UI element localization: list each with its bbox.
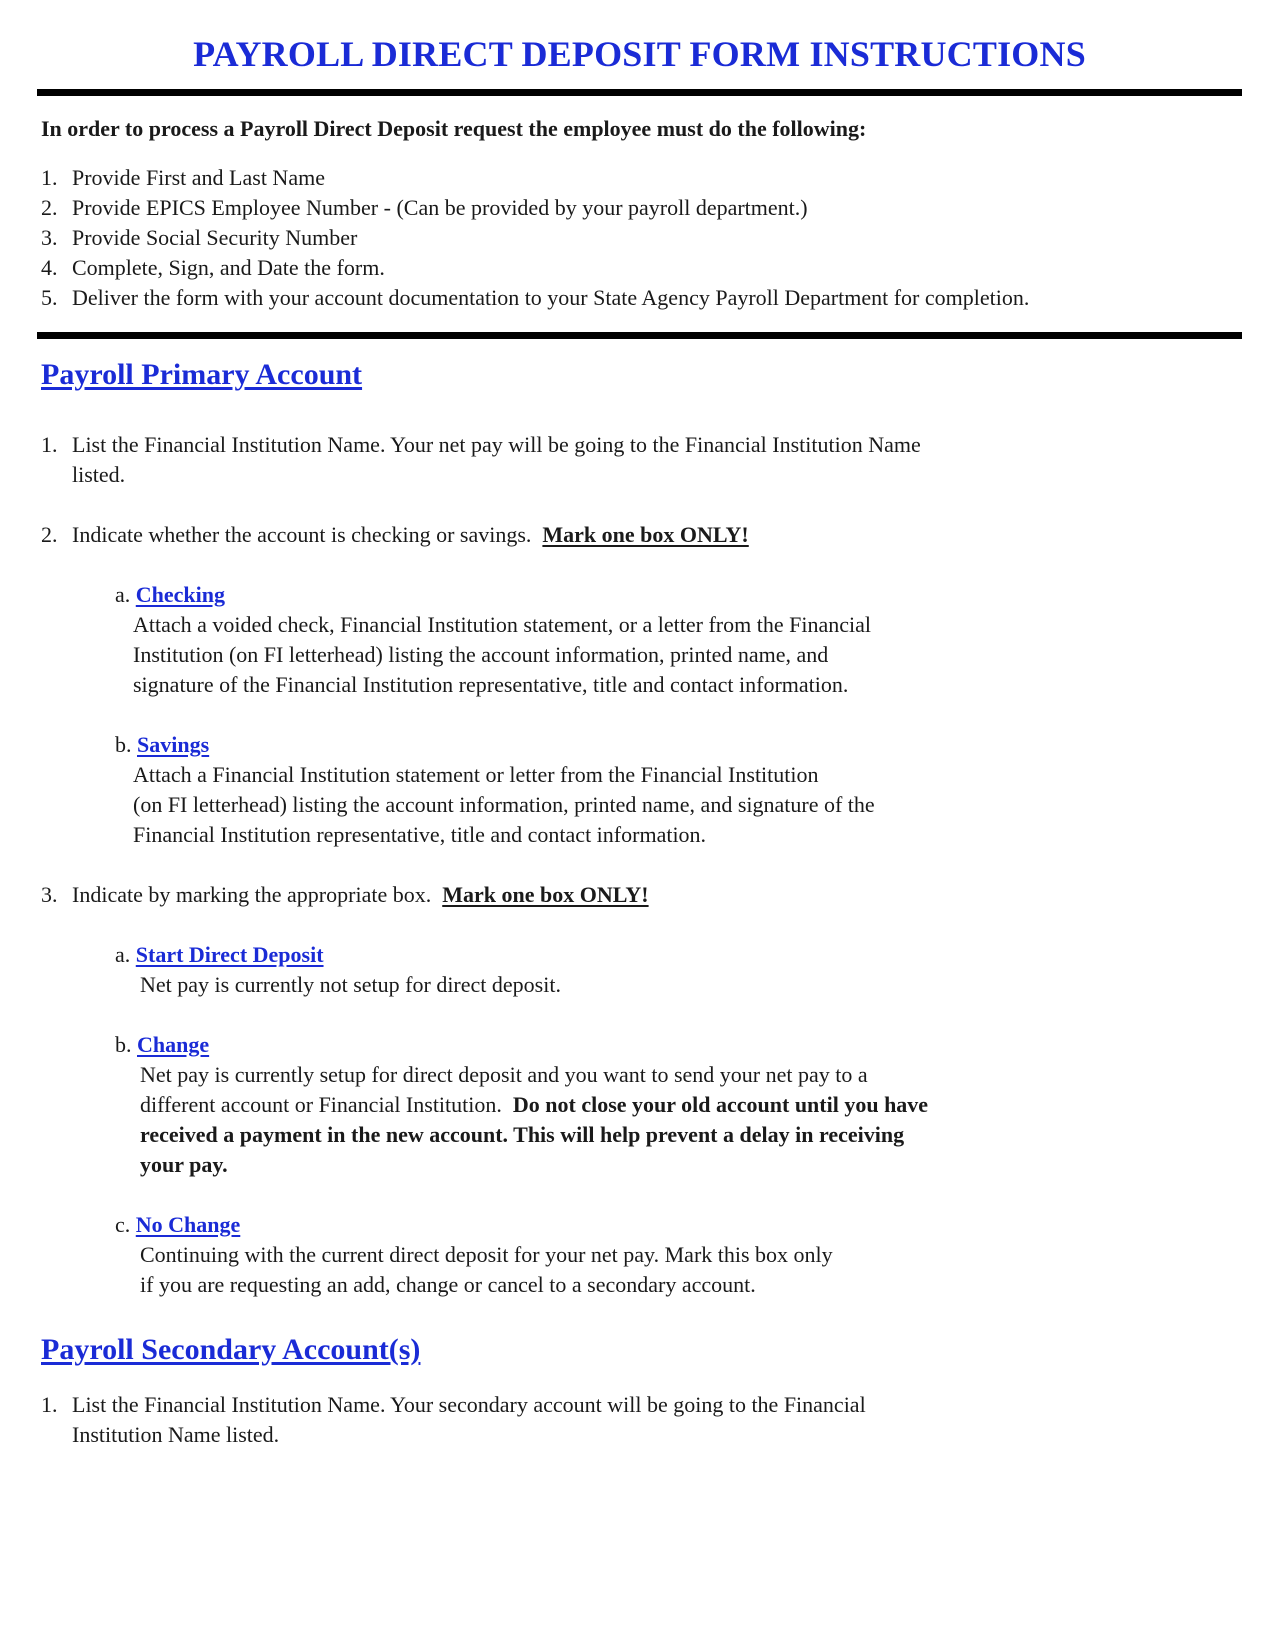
start-direct-deposit-option <box>115 940 324 970</box>
description-line: Attach a voided check, Financial Institution statement, or a letter from the Financial <box>133 612 871 637</box>
primary-account-heading: Payroll Primary Account <box>41 358 363 391</box>
list-item <box>41 193 1029 223</box>
option-letter: a. <box>115 582 131 607</box>
list-text: Provide EPICS Employee Number - (Can be provided by your payroll department.) <box>72 195 808 220</box>
description-line: different account or Financial Institution. <box>140 1092 502 1117</box>
list-text: List the Financial Institution Name. Your net pay will be going to the Financial Institution Name <box>72 432 921 457</box>
checking-label: Checking <box>135 582 226 607</box>
warning-text: received a payment in the new account. This will help prevent a delay in receiving <box>140 1122 905 1147</box>
mark-one-box-note: Mark one box ONLY! <box>542 522 749 547</box>
list-number: 1. <box>41 1392 58 1417</box>
intro-text: In order to process a Payroll Direct Deposit request the employee must do the following: <box>41 116 867 141</box>
savings-description <box>133 760 875 850</box>
warning-text: your pay. <box>140 1152 228 1177</box>
list-number: 2. <box>41 195 58 220</box>
list-text-continued: listed. <box>72 462 126 487</box>
list-number: 4. <box>41 255 58 280</box>
description-line: if you are requesting an add, change or cancel to a secondary account. <box>140 1272 756 1297</box>
list-text: Deliver the form with your account documentation to your State Agency Payroll Department for completion. <box>72 285 1030 310</box>
page-title: PAYROLL DIRECT DEPOSIT FORM INSTRUCTIONS <box>193 34 1086 74</box>
primary-item-1 <box>41 430 921 490</box>
option-letter: a. <box>115 942 131 967</box>
savings-label: Savings <box>137 732 210 757</box>
list-text: Complete, Sign, and Date the form. <box>72 255 385 280</box>
option-letter: b. <box>115 732 132 757</box>
secondary-account-heading: Payroll Secondary Account(s) <box>41 1333 421 1366</box>
savings-option <box>115 730 209 760</box>
change-description <box>140 1060 928 1180</box>
section-divider <box>37 332 1242 339</box>
primary-item-3 <box>41 880 649 910</box>
list-number: 3. <box>41 882 58 907</box>
mark-one-box-note: Mark one box ONLY! <box>442 882 649 907</box>
description-line: signature of the Financial Institution representative, title and contact information. <box>133 672 849 697</box>
list-text: List the Financial Institution Name. Your secondary account will be going to the Financial <box>72 1392 866 1417</box>
list-item <box>41 253 1029 283</box>
description-line: Institution (on FI letterhead) listing the account information, printed name, and <box>133 642 829 667</box>
change-label: Change <box>137 1032 210 1057</box>
description-line: Net pay is currently not setup for direct deposit. <box>140 972 561 997</box>
primary-item-2 <box>41 520 749 550</box>
list-item <box>41 283 1029 313</box>
description-line: Continuing with the current direct deposit for your net pay. Mark this box only <box>140 1242 833 1267</box>
top-divider <box>37 89 1242 96</box>
description-line: Attach a Financial Institution statement or letter from the Financial Institution <box>133 762 819 787</box>
option-letter: c. <box>115 1212 131 1237</box>
option-letter: b. <box>115 1032 132 1057</box>
checking-description <box>133 610 871 700</box>
list-text: Provide First and Last Name <box>72 165 325 190</box>
description-line: (on FI letterhead) listing the account information, printed name, and signature of the <box>133 792 875 817</box>
no-change-description <box>140 1240 833 1300</box>
change-option <box>115 1030 209 1060</box>
list-text: Indicate whether the account is checking or savings. <box>72 522 532 547</box>
list-text-continued: Institution Name listed. <box>72 1422 280 1447</box>
list-text: Indicate by marking the appropriate box. <box>72 882 432 907</box>
start-direct-deposit-label: Start Direct Deposit <box>135 942 324 967</box>
description-line: Financial Institution representative, title and contact information. <box>133 822 707 847</box>
description-line: Net pay is currently setup for direct deposit and you want to send your net pay to a <box>140 1062 868 1087</box>
list-item <box>41 223 1029 253</box>
list-number: 1. <box>41 165 58 190</box>
list-number: 3. <box>41 225 58 250</box>
warning-text: Do not close your old account until you have <box>512 1092 929 1117</box>
no-change-option <box>115 1210 240 1240</box>
no-change-label: No Change <box>135 1212 241 1237</box>
checking-option <box>115 580 225 610</box>
list-number: 5. <box>41 285 58 310</box>
list-number: 2. <box>41 522 58 547</box>
start-direct-deposit-description <box>140 970 561 1000</box>
requirements-list <box>41 163 1029 313</box>
secondary-item-1 <box>41 1390 866 1450</box>
list-item <box>41 163 1029 193</box>
list-text: Provide Social Security Number <box>72 225 358 250</box>
list-number: 1. <box>41 432 58 457</box>
